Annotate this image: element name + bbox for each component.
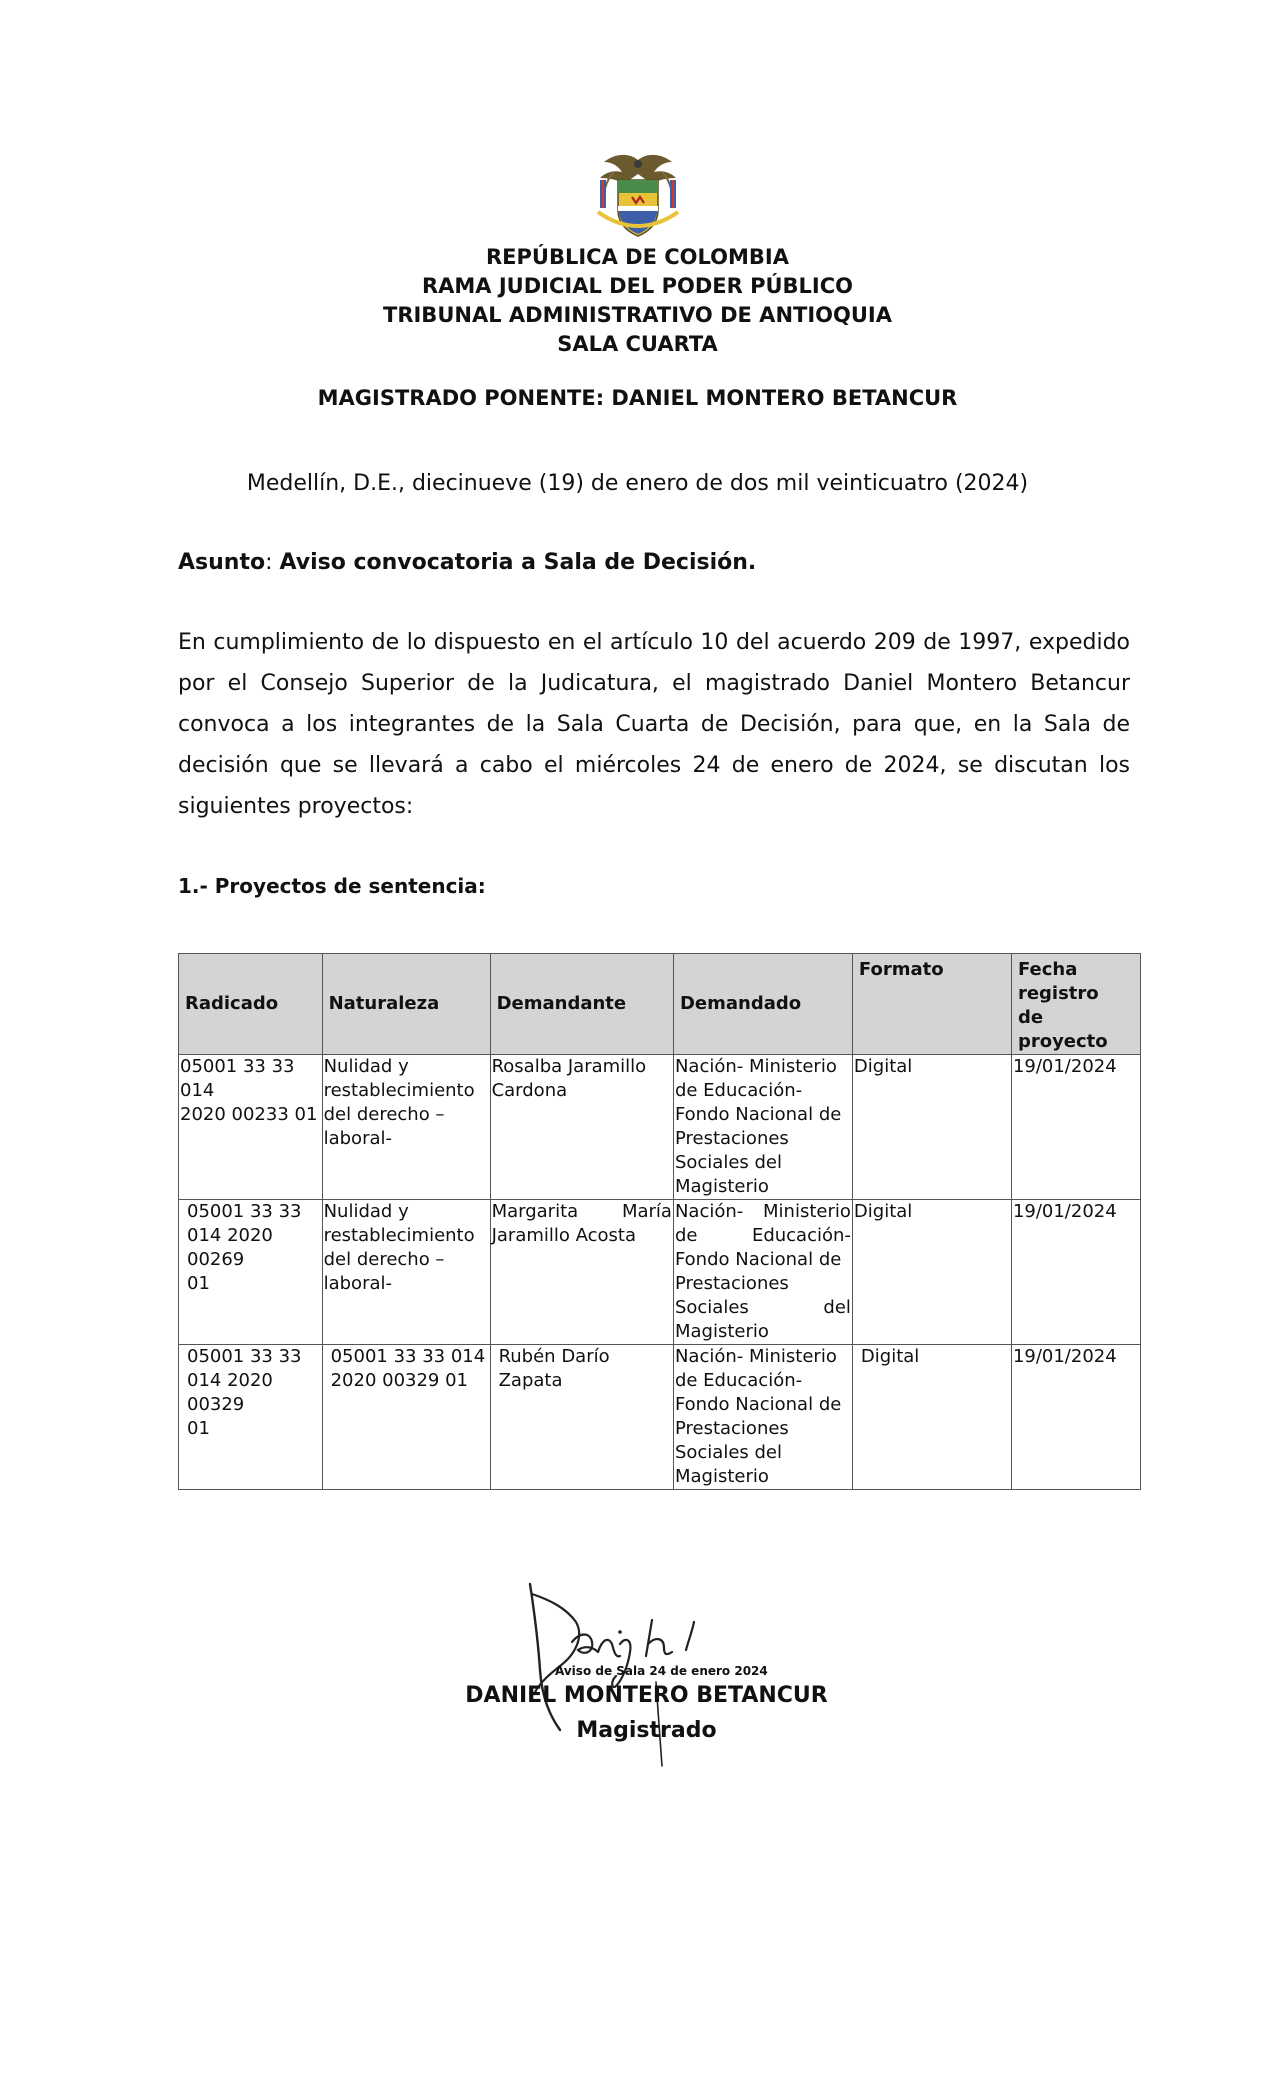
header-radicado: Radicado [179, 954, 323, 1055]
cell-line: Magisterio [674, 1466, 769, 1487]
header-branch: RAMA JUDICIAL DEL PODER PÚBLICO [421, 274, 854, 298]
header-country: REPÚBLICA DE COLOMBIA [486, 245, 789, 269]
cell-radicado [179, 1345, 323, 1490]
cell-line: Sociales del [674, 1297, 851, 1318]
cell-line: del derecho – [323, 1249, 445, 1270]
colombia-coat-of-arms-icon [592, 150, 684, 242]
header-fecha-line: Fecha [1017, 959, 1078, 980]
cell-line: Prestaciones [674, 1273, 789, 1294]
cell-formato: Digital [852, 1345, 1011, 1490]
subject-label: Asunto [178, 550, 266, 575]
section-title: 1.- Proyectos de sentencia: [178, 874, 486, 898]
cell-line: Fondo Nacional de [674, 1249, 842, 1270]
cell-line: de Educación- [674, 1080, 803, 1101]
cell-naturaleza [322, 1345, 490, 1490]
cell-line: 05001 33 33 014 [330, 1346, 486, 1367]
cell-line: Nulidad y [323, 1201, 409, 1222]
subject-separator: : [265, 550, 280, 575]
header-fecha-line: proyecto [1017, 1031, 1108, 1052]
cell-formato: Digital [852, 1055, 1011, 1200]
cell-demandante [490, 1345, 673, 1490]
cell-fecha: 19/01/2024 [1011, 1200, 1140, 1345]
cell-line: Rosalba Jaramillo [491, 1056, 647, 1077]
cell-line: Prestaciones [674, 1418, 789, 1439]
cell-demandado [673, 1200, 852, 1345]
body-paragraph: En cumplimiento de lo dispuesto en el artículo 10 del acuerdo 209 de 1997, expedido por el Consejo Superior de la Judicatura, el magistrado Daniel Montero Betancur convoca a los integrantes de la Sala Cuarta de Decisión, para que, en la Sala de decisión que se llevará a cabo el miércoles 24 de enero de 2024, se discutan los siguientes proyectos: [178, 630, 1130, 819]
header-formato: Formato [852, 954, 1011, 1055]
header-fecha-line: registro [1017, 983, 1099, 1004]
cell-line: restablecimiento [323, 1225, 475, 1246]
cell-line: del derecho – [323, 1104, 445, 1125]
cell-line: 01 [187, 1418, 210, 1439]
cell-line: 05001 33 33 [187, 1346, 302, 1367]
cell-line: Margarita María [491, 1201, 672, 1222]
cell-line: 01 [187, 1273, 210, 1294]
cell-line: Magisterio [674, 1176, 769, 1197]
cell-demandado [673, 1055, 852, 1200]
signer-role: Magistrado [576, 1718, 717, 1743]
header-chamber: SALA CUARTA [557, 332, 718, 356]
cell-line: 014 2020 00329 [187, 1370, 273, 1415]
cell-naturaleza [322, 1200, 490, 1345]
cell-demandante [490, 1055, 673, 1200]
table-row [179, 1200, 1141, 1345]
cell-line: 2020 00233 01 [180, 1104, 318, 1125]
cell-formato: Digital [852, 1200, 1011, 1345]
cell-radicado [179, 1200, 323, 1345]
header-fecha-line: de [1017, 1007, 1044, 1028]
header-fecha [1011, 954, 1140, 1055]
cell-line: Fondo Nacional de [674, 1104, 842, 1125]
cell-line: Fondo Nacional de [674, 1394, 842, 1415]
header-demandado: Demandado [673, 954, 852, 1055]
cell-line: Nulidad y [323, 1056, 409, 1077]
cell-line: Nación- Ministerio [674, 1346, 837, 1367]
cell-line: Prestaciones [674, 1128, 789, 1149]
subject-line [178, 550, 756, 575]
cell-line: Cardona [491, 1080, 568, 1101]
header-tribunal: TRIBUNAL ADMINISTRATIVO DE ANTIOQUIA [383, 303, 892, 327]
cell-line: 05001 33 33 [187, 1201, 302, 1222]
subject-text: Aviso convocatoria a Sala de Decisión. [279, 550, 757, 575]
cell-fecha: 19/01/2024 [1011, 1055, 1140, 1200]
cell-line: Magisterio [674, 1321, 769, 1342]
table-row [179, 1055, 1141, 1200]
cell-line: 014 2020 00269 [187, 1225, 273, 1270]
signer-name: DANIEL MONTERO BETANCUR [465, 1683, 828, 1708]
cell-line: Rubén Darío [498, 1346, 610, 1367]
cell-line: Nación- Ministerio [674, 1056, 837, 1077]
cell-line: de Educación- [674, 1370, 803, 1391]
cell-line: Jaramillo Acosta [491, 1225, 636, 1246]
cell-line: Nación- Ministerio [674, 1201, 851, 1222]
cell-line: 2020 00329 01 [330, 1370, 469, 1391]
cell-line: 05001 33 33 014 [180, 1056, 295, 1101]
cell-line: laboral- [323, 1273, 392, 1294]
cell-demandado [673, 1345, 852, 1490]
date-line: Medellín, D.E., diecinueve (19) de enero de dos mil veinticuatro (2024) [246, 471, 1029, 496]
cell-line: Sociales del [674, 1442, 782, 1463]
cell-line: de Educación- [674, 1225, 851, 1246]
cell-line: Zapata [498, 1370, 563, 1391]
cell-line: restablecimiento [323, 1080, 475, 1101]
cell-fecha: 19/01/2024 [1011, 1345, 1140, 1490]
cell-radicado [179, 1055, 323, 1200]
cell-line: laboral- [323, 1128, 392, 1149]
table-row [179, 1345, 1141, 1490]
table-header-row [179, 954, 1141, 1055]
signature-stamp: Aviso de Sala 24 de enero 2024 [555, 1664, 768, 1678]
cell-naturaleza [322, 1055, 490, 1200]
projects-table [178, 953, 1141, 1490]
header-naturaleza: Naturaleza [322, 954, 490, 1055]
cell-demandante [490, 1200, 673, 1345]
magistrate-header: MAGISTRADO PONENTE: DANIEL MONTERO BETANCUR [317, 386, 958, 410]
cell-line: Sociales del [674, 1152, 782, 1173]
header-demandante: Demandante [490, 954, 673, 1055]
